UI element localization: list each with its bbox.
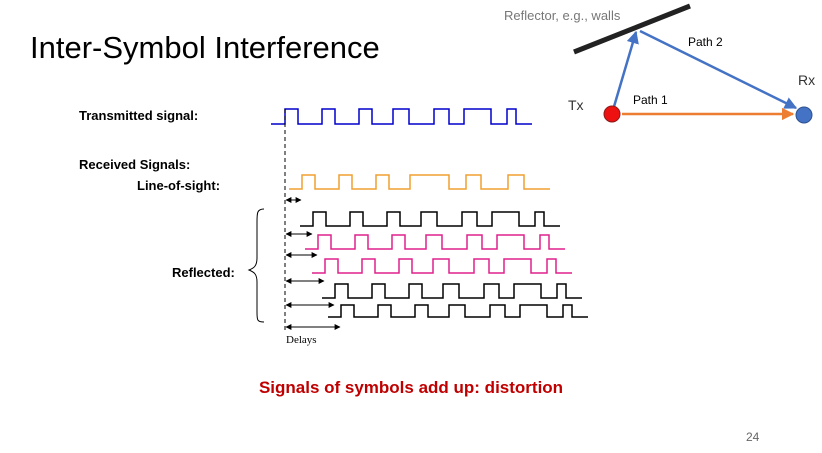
line-of-sight-waveform (289, 175, 550, 189)
path1-label: Path 1 (633, 93, 668, 107)
page-number: 24 (746, 430, 760, 444)
transmitted-signal-label: Transmitted signal: (79, 108, 199, 123)
reflected-waveform-5 (328, 305, 588, 317)
tx-label: Tx (568, 97, 584, 113)
reflected-waveform-4 (322, 284, 582, 298)
delays-label: Delays (286, 334, 317, 346)
reflected-brace (249, 209, 264, 322)
received-signals-label: Received Signals: (79, 157, 191, 172)
rx-label: Rx (798, 72, 816, 88)
transmitted-waveform (271, 109, 532, 124)
reflected-waveform-3 (312, 259, 572, 273)
reflected-label: Reflected: (172, 265, 235, 280)
rx-dot (796, 107, 812, 123)
tx-dot (604, 106, 620, 122)
caption-text: Signals of symbols add up: distortion (258, 378, 564, 397)
line-of-sight-label: Line-of-sight: (137, 178, 221, 193)
reflected-waveform-1 (300, 212, 560, 226)
reflector-label: Reflector, e.g., walls (504, 8, 621, 23)
path2-label: Path 2 (688, 35, 723, 49)
slide-title: Inter-Symbol Interference (30, 30, 380, 65)
reflected-waveform-2 (305, 235, 565, 249)
